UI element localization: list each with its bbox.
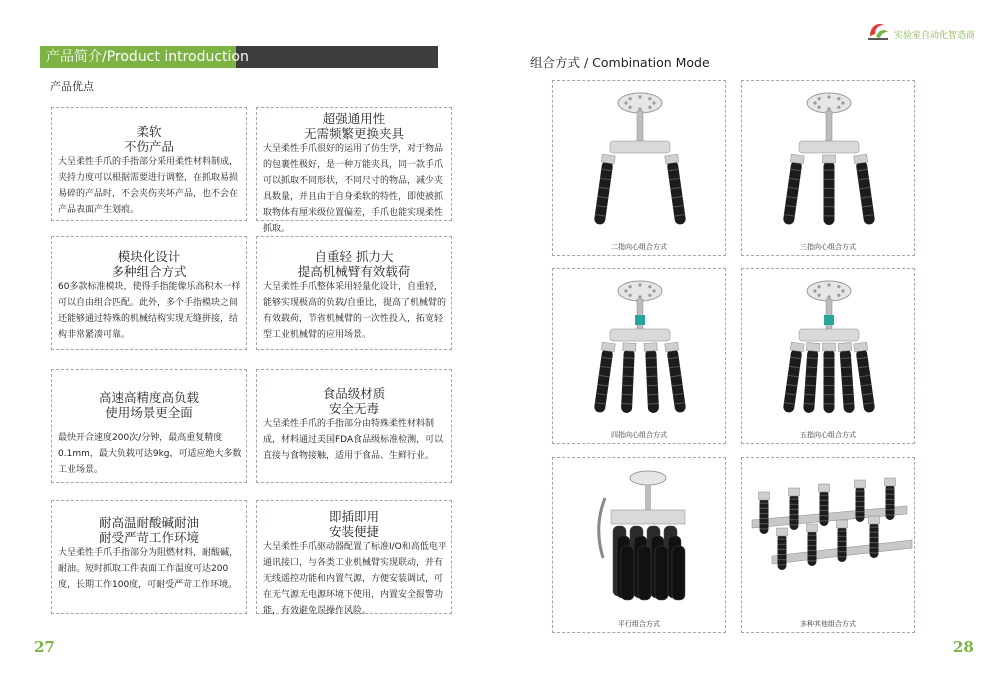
feature-subtitle: 安装便捷 — [328, 524, 379, 539]
hub — [610, 141, 670, 153]
shaft — [637, 111, 643, 143]
gripper-finger — [823, 155, 836, 225]
feature-subtitle: 不伤产品 — [123, 139, 174, 154]
gripper-finger — [759, 492, 770, 534]
feature-description: 大呈柔性手爪整体采用轻量化设计，自重轻，能够实现极高的负载/自重比，提高了机械臂的有效载荷，节省机械臂的一次性投入，拓宽轻型工业机械臂的应用场景。 — [263, 282, 447, 340]
feature-title: 模块化设计 — [117, 249, 181, 264]
feature-subtitle: 提高机械臂有效载荷 — [297, 264, 411, 279]
feature-description: 最快开合速度200次/分钟，最高重复精度0.1mm，最大负载可达9kg，可适应绝大多数工业场景。 — [58, 433, 242, 475]
combination-caption: 三指向心组合方式 — [800, 243, 856, 251]
feature-subtitle: 耐受严苛工作环境 — [98, 530, 199, 545]
multi-gripper-image — [742, 458, 916, 618]
feature-title: 高速高精度高负载 — [98, 390, 199, 405]
gripper-finger — [665, 154, 688, 225]
page-title: 产品简介/Product introduction — [46, 49, 249, 65]
gripper-finger — [854, 154, 877, 225]
hub — [610, 329, 670, 341]
combination-item — [741, 268, 915, 444]
hub — [799, 141, 859, 153]
feature-card — [256, 107, 452, 234]
subheading: 产品优点 — [50, 80, 94, 93]
gripper-image — [553, 81, 727, 241]
feature-card — [51, 236, 247, 350]
gripper-finger — [593, 342, 616, 413]
feature-title: 自重轻 抓力大 — [314, 249, 394, 264]
parallel-gripper-image — [553, 458, 727, 618]
gripper-finger — [789, 488, 800, 530]
gripper-finger — [782, 154, 805, 225]
combination-title: 组合方式 / Combination Mode — [530, 55, 710, 70]
combination-item — [552, 457, 726, 633]
gripper-finger — [777, 528, 788, 570]
shaft — [826, 111, 832, 143]
gripper-finger — [782, 342, 805, 413]
feature-card — [256, 500, 452, 614]
combination-item — [741, 80, 915, 256]
feature-subtitle: 安全无毒 — [328, 401, 379, 416]
page-number-left: 27 — [34, 638, 55, 656]
feature-title: 即插即用 — [328, 509, 379, 524]
hub — [799, 329, 859, 341]
gripper-finger — [620, 343, 636, 414]
feature-card — [256, 369, 452, 483]
feature-subtitle: 使用场景更全面 — [105, 405, 193, 420]
gripper-finger — [854, 342, 877, 413]
combination-caption: 多种其他组合方式 — [800, 620, 856, 628]
feature-subtitle: 无需频繁更换夹具 — [303, 126, 404, 141]
coupler — [824, 315, 834, 325]
feature-description: 60多款标准模块，使得手指能像乐高积木一样可以自由组合匹配。此外，多个手指模块之间还能够通过特殊的机械结构实现无缝拼接，结构非常紧凑可靠。 — [58, 282, 241, 340]
combination-item — [741, 457, 915, 633]
feature-description: 大呈柔性手爪的手指部分采用柔性材料制成，夹持力度可以根据需要进行调整，在抓取易损易碎的产品时，不会夹伤夹坏产品，也不会在产品表面产生划痕。 — [58, 157, 239, 215]
gripper-finger — [819, 484, 830, 526]
combination-caption: 五指向心组合方式 — [800, 431, 856, 439]
combination-caption: 二指向心组合方式 — [611, 243, 667, 251]
feature-title: 超强通用性 — [322, 111, 386, 126]
gripper-finger — [823, 343, 836, 413]
gripper-image — [742, 269, 916, 429]
brand-tagline: 实验室自动化智造商 — [894, 31, 976, 41]
gripper-finger — [807, 524, 818, 566]
combination-caption: 平行组合方式 — [618, 620, 660, 628]
gripper-finger — [593, 154, 616, 225]
feature-description: 大呈柔性手爪很好的运用了仿生学，对于物品的包裹性极好，是一种万能夹具，同一款手爪可以抓取不同形状，不同尺寸的物品，减少夹具数量，并且由于自身柔软的特性，即使被抓取物体有厘米级位置偏差，手爪也能实现柔性抓取。 — [263, 144, 444, 234]
gripper-finger — [885, 478, 896, 520]
header-dark-bar — [236, 46, 438, 68]
combination-item — [552, 268, 726, 444]
feature-title: 食品级材质 — [322, 386, 386, 401]
gripper-image — [553, 269, 727, 429]
feature-description: 大呈柔性手爪手指部分为阻燃材料，耐酸碱，耐油。短时抓取工件表面工作温度可达200度，长期工作100度，可耐受严苛工作环境。 — [58, 548, 239, 590]
gripper-finger — [837, 520, 848, 562]
gripper-finger — [838, 343, 856, 414]
feature-title: 耐高温耐酸碱耐油 — [98, 515, 199, 530]
gripper-finger — [665, 342, 688, 413]
gripper-finger — [855, 480, 866, 522]
feature-card — [51, 500, 247, 614]
gripper-finger — [644, 343, 660, 414]
feature-card — [256, 236, 452, 350]
brand-logo — [866, 20, 890, 42]
gripper-image — [742, 81, 916, 241]
combination-item — [552, 80, 726, 256]
page-number-right: 28 — [953, 638, 974, 656]
gripper-finger — [869, 516, 880, 558]
feature-description: 大呈柔性手爪的手指部分由特殊柔性材料制成，材料通过美国FDA食品级标准检测，可以直接与食物接触，适用于食品、生鲜行业。 — [263, 419, 444, 461]
feature-card — [51, 369, 247, 483]
combination-caption: 四指向心组合方式 — [611, 431, 667, 439]
gripper-finger — [802, 343, 820, 414]
coupler — [635, 315, 645, 325]
feature-description: 大呈柔性手爪驱动器配置了标准I/O和高低电平通讯接口，与各类工业机械臂实现联动，并有无线遥控功能和内置气源，方便安装调试，可在无气源无电源环境下使用，内置安全报警功能，有效避免误操作风险。 — [263, 542, 447, 616]
feature-card — [51, 107, 247, 221]
feature-title: 柔软 — [136, 124, 162, 139]
feature-subtitle: 多种组合方式 — [111, 264, 187, 279]
